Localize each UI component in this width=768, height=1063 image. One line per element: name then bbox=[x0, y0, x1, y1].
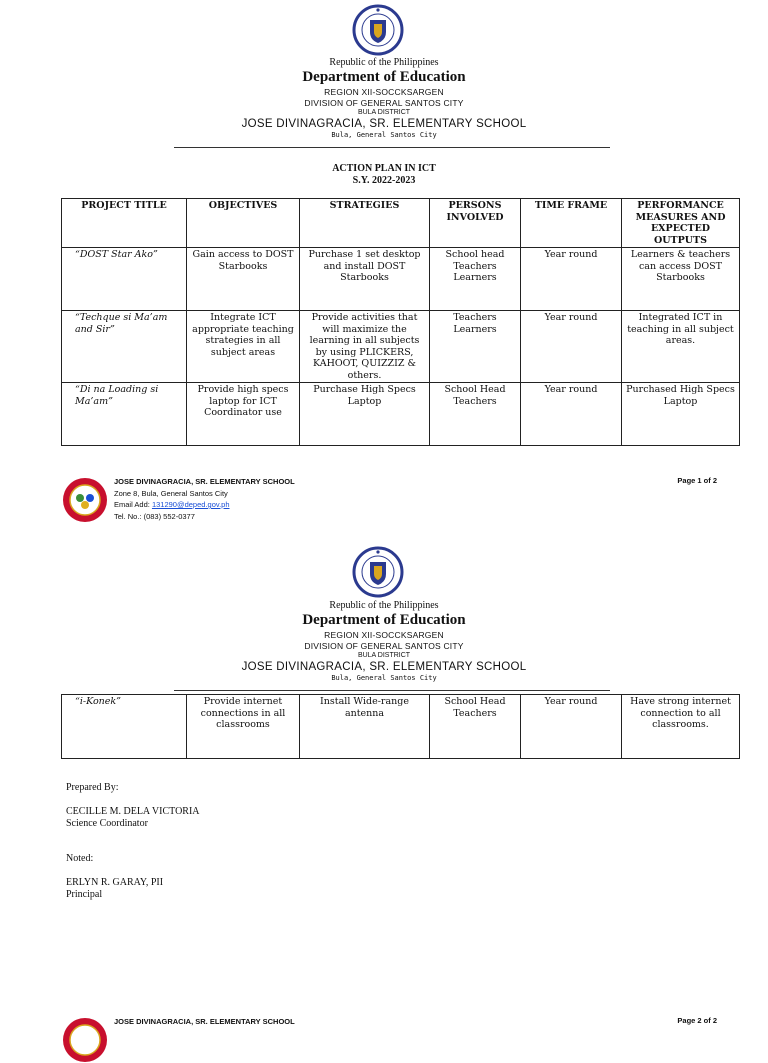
division-label: DIVISION OF GENERAL SANTOS CITY bbox=[304, 98, 464, 108]
objectives-cell: Provide internet connections in all classrooms bbox=[187, 695, 300, 759]
col-header-project-title: PROJECT TITLE bbox=[62, 199, 187, 248]
department-title: Department of Education bbox=[302, 612, 466, 628]
noted-name: ERLYN R. GARAY, PII bbox=[66, 877, 164, 888]
persons-cell: School head Teachers Learners bbox=[430, 248, 521, 311]
header-divider bbox=[174, 690, 610, 691]
district-label: BULA DISTRICT bbox=[357, 109, 411, 116]
col-header-persons-involved: PERSONS INVOLVED bbox=[430, 199, 521, 248]
table-row bbox=[62, 311, 740, 383]
table-row bbox=[62, 383, 740, 446]
school-year: S.Y. 2022-2023 bbox=[352, 175, 416, 186]
division-label: DIVISION OF GENERAL SANTOS CITY bbox=[304, 641, 464, 651]
footer-email-label: Email Add: bbox=[114, 500, 150, 509]
deped-seal-icon bbox=[352, 4, 404, 56]
school-logo-icon bbox=[62, 477, 108, 523]
time-frame-cell: Year round bbox=[521, 248, 622, 311]
deped-seal-icon bbox=[352, 546, 404, 598]
header-divider bbox=[174, 147, 610, 148]
persons-cell: Teachers Learners bbox=[430, 311, 521, 383]
prepared-by-name: CECILLE M. DELA VICTORIA bbox=[66, 806, 200, 817]
action-plan-table-continued bbox=[61, 694, 740, 759]
republic-label: Republic of the Philippines bbox=[329, 57, 439, 68]
time-frame-cell: Year round bbox=[521, 311, 622, 383]
noted-role: Principal bbox=[66, 889, 103, 900]
strategies-cell: Purchase High Specs Laptop bbox=[300, 383, 430, 446]
district-label: BULA DISTRICT bbox=[357, 652, 411, 659]
footer-email-line bbox=[114, 499, 295, 511]
project-title-cell: “Di na Loading si Ma’am” bbox=[62, 383, 187, 446]
page-number: Page 1 of 2 bbox=[677, 476, 717, 485]
strategies-cell: Provide activities that will maximize the learning in all subjects by using PLICKERS, KAHOOT, QUIZZIZ & others. bbox=[300, 311, 430, 383]
strategies-cell: Purchase 1 set desktop and install DOST Starbooks bbox=[300, 248, 430, 311]
time-frame-cell: Year round bbox=[521, 383, 622, 446]
outputs-cell: Have strong internet connection to all classrooms. bbox=[622, 695, 740, 759]
persons-cell: School Head Teachers bbox=[430, 383, 521, 446]
col-header-time-frame: TIME FRAME bbox=[521, 199, 622, 248]
time-frame-cell: Year round bbox=[521, 695, 622, 759]
page-number: Page 2 of 2 bbox=[677, 1016, 717, 1025]
col-header-strategies: STRATEGIES bbox=[300, 199, 430, 248]
document-page-2 bbox=[0, 540, 768, 1024]
project-title-cell: “Techque si Ma’am and Sir” bbox=[62, 311, 187, 383]
col-header-objectives: OBJECTIVES bbox=[187, 199, 300, 248]
outputs-cell: Learners & teachers can access DOST Starbooks bbox=[622, 248, 740, 311]
project-title-cell: “DOST Star Ako” bbox=[62, 248, 187, 311]
table-row bbox=[62, 248, 740, 311]
footer-zone: Zone 8, Bula, General Santos City bbox=[114, 488, 228, 498]
outputs-cell: Purchased High Specs Laptop bbox=[622, 383, 740, 446]
outputs-cell: Integrated ICT in teaching in all subject areas. bbox=[622, 311, 740, 383]
objectives-cell: Gain access to DOST Starbooks bbox=[187, 248, 300, 311]
plan-title: ACTION PLAN IN ICT bbox=[332, 163, 436, 174]
noted-label: Noted: bbox=[66, 853, 94, 864]
footer-tel: Tel. No.: (083) 552-0377 bbox=[114, 511, 195, 521]
persons-cell: School Head Teachers bbox=[430, 695, 521, 759]
school-name: JOSE DIVINAGRACIA, SR. ELEMENTARY SCHOOL bbox=[241, 661, 527, 673]
school-footer-info bbox=[114, 1016, 295, 1028]
footer-school-name: JOSE DIVINAGRACIA, SR. ELEMENTARY SCHOOL bbox=[114, 1017, 295, 1026]
col-header-performance-measures: PERFORMANCE MEASURES AND EXPECTED OUTPUTS bbox=[622, 199, 740, 248]
prepared-by-label: Prepared By: bbox=[66, 782, 119, 793]
action-plan-table bbox=[61, 198, 740, 446]
table-row bbox=[62, 695, 740, 759]
region-label: REGION XII-SOCCKSARGEN bbox=[324, 630, 444, 640]
school-address: Bula, General Santos City bbox=[331, 674, 437, 682]
strategies-cell: Install Wide-range antenna bbox=[300, 695, 430, 759]
footer-school-name: JOSE DIVINAGRACIA, SR. ELEMENTARY SCHOOL bbox=[114, 477, 295, 486]
region-label: REGION XII-SOCCKSARGEN bbox=[324, 87, 444, 97]
table-header-row bbox=[62, 199, 740, 248]
project-title-cell: “i-Konek” bbox=[62, 695, 187, 759]
school-footer-info bbox=[114, 476, 295, 522]
school-name: JOSE DIVINAGRACIA, SR. ELEMENTARY SCHOOL bbox=[241, 118, 527, 130]
department-title: Department of Education bbox=[302, 69, 466, 85]
objectives-cell: Integrate ICT appropriate teaching strategies in all subject areas bbox=[187, 311, 300, 383]
prepared-by-role: Science Coordinator bbox=[66, 818, 148, 829]
school-address: Bula, General Santos City bbox=[331, 131, 437, 139]
footer-email-link[interactable]: 131290@deped.gov.ph bbox=[151, 500, 230, 509]
objectives-cell: Provide high specs laptop for ICT Coordinator use bbox=[187, 383, 300, 446]
republic-label: Republic of the Philippines bbox=[329, 600, 439, 611]
